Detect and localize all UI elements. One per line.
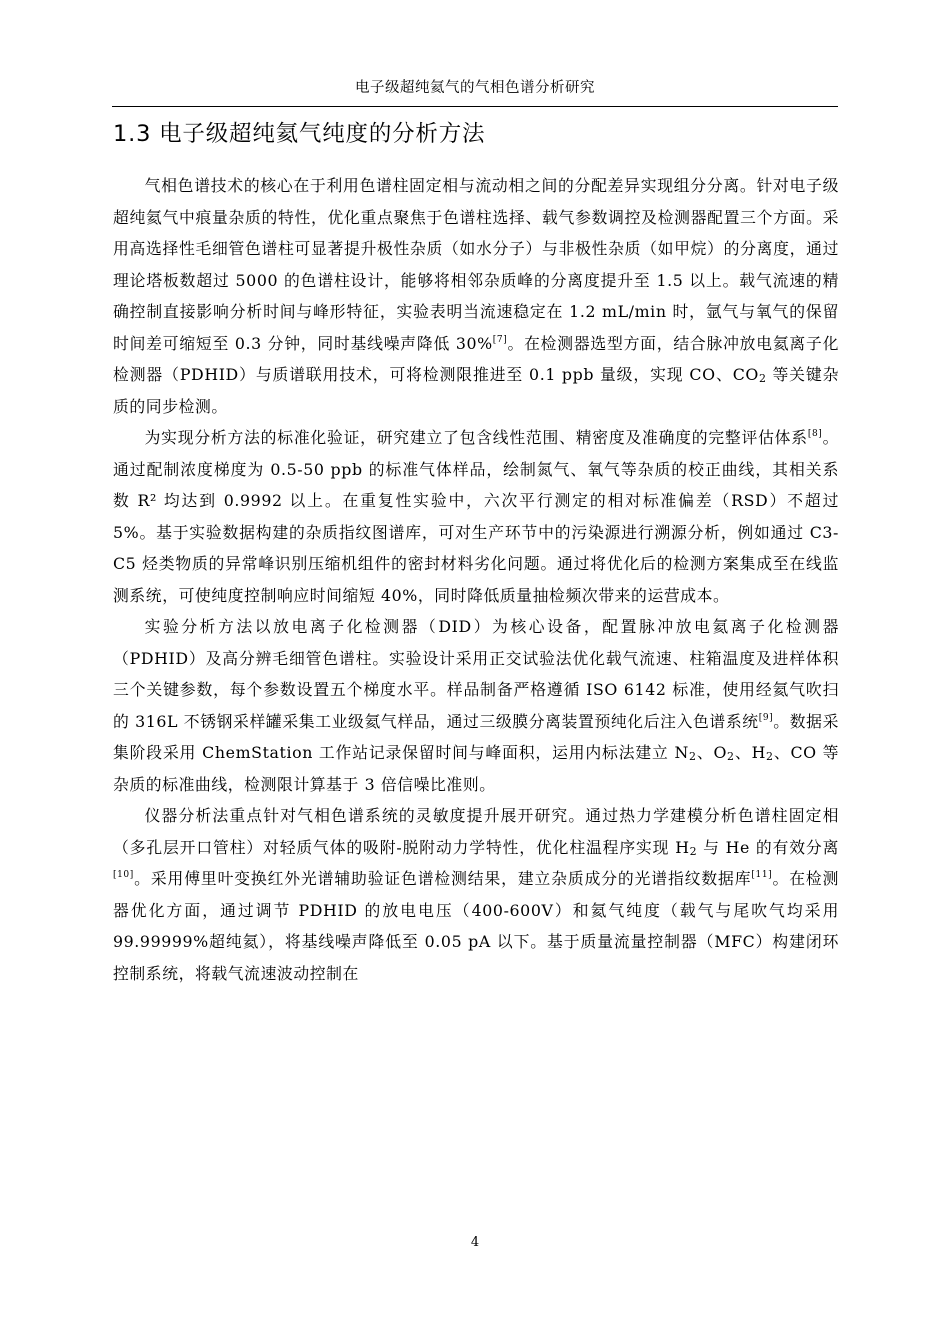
body-text — [113, 170, 839, 989]
citation: [9] — [758, 712, 774, 723]
text-run: 、H — [734, 743, 766, 762]
text-run: 、O — [696, 743, 728, 762]
section-title: 1.3 电子级超纯氦气纯度的分析方法 — [113, 121, 486, 147]
paragraph-2 — [113, 422, 839, 611]
header-rule — [112, 106, 838, 107]
citation: [8] — [807, 429, 823, 439]
paragraph-3 — [113, 611, 839, 800]
subscript: 2 — [688, 750, 697, 763]
page-number: 4 — [470, 1235, 480, 1250]
paragraph-4 — [113, 800, 839, 989]
text-run: 。采用傅里叶变换红外光谱辅助验证色谱检测结果，建立杂质成分的光谱指纹数据库 — [133, 869, 752, 888]
citation: [7] — [492, 334, 508, 345]
citation: [11] — [751, 870, 773, 880]
subscript: 2 — [765, 750, 774, 763]
text-run: 为实现分析方法的标准化验证，研究建立了包含线性范围、精密度及准确度的完整评估体系 — [144, 428, 808, 447]
citation: [10] — [113, 870, 134, 880]
text-run: 。通过配制浓度梯度为 0.5-50 ppb 的标准气体样品，绘制氮气、氧气等杂质的校正曲线，其相关系数 R² 均达到 0.9992 以上。在重复性实验中，六次平行测定的相对标准偏差（RSD）不超过 5%。基于实验数据构建的杂质指纹图谱库，可对生产环节中的污染源进行溯源分析，例如通过 C3-C5 烃类物质的异常峰识别压缩机组件的密封材料劣化问题。通过将优化后的检测方案集成至在线监测系统，可使纯度控制响应时间缩短 40%，同时降低质量抽检频次带来的运营成本。 — [113, 428, 839, 605]
subscript: 2 — [727, 750, 735, 763]
text-run: 、CO 等杂质的标准曲线，检测限计算基于 3 倍信噪比准则。 — [113, 743, 839, 794]
text-run: 实验分析方法以放电离子化检测器（DID）为核心设备，配置脉冲放电氦离子化检测器（PDHID）及高分辨毛细管色谱柱。实验设计采用正交试验法优化载气流速、柱箱温度及进样体积三个关键参数，每个参数设置五个梯度水平。样品制备严格遵循 ISO 6142 标准，使用经氦气吹扫的 316L 不锈钢采样罐采集工业级氦气样品，通过三级膜分离装置预纯化后注入色谱系统 — [113, 617, 839, 731]
subscript: 2 — [758, 372, 767, 385]
text-run: 与 He 的有效分离 — [697, 837, 839, 857]
text-run: 。在检测器优化方面，通过调节 PDHID 的放电电压（400-600V）和氦气纯度（载气与尾吹气均采用 99.99999%超纯氦），将基线噪声降低至 0.05 pA 以下。基于质量流量控制器（MFC）构建闭环控制系统，将载气流速波动控制在 — [113, 869, 839, 983]
text-run: 。在检测器选型方面，结合脉冲放电氦离子化检测器（PDHID）与质谱联用技术，可将检测限推进至 0.1 ppb 量级，实现 CO、CO — [113, 333, 839, 384]
running-header: 电子级超纯氦气的气相色谱分析研究 — [355, 80, 595, 96]
subscript: 2 — [689, 844, 698, 858]
text-run: 。数据采集阶段采用 ChemStation 工作站记录保留时间与峰面积，运用内标法建立 N — [113, 711, 839, 762]
text-run: 仪器分析法重点针对气相色谱系统的灵敏度提升展开研究。通过热力学建模分析色谱柱固定相（多孔层开口管柱）对轻质气体的吸附-脱附动力学特性，优化柱温程序实现 H — [113, 806, 839, 857]
text-run: 气相色谱技术的核心在于利用色谱柱固定相与流动相之间的分配差异实现组分分离。针对电子级超纯氦气中痕量杂质的特性，优化重点聚焦于色谱柱选择、载气参数调控及检测器配置三个方面。采用高选择性毛细管色谱柱可显著提升极性杂质（如水分子）与非极性杂质（如甲烷）的分离度，通过理论塔板数超过 5000 的色谱柱设计，能够将相邻杂质峰的分离度提升至 1.5 以上。载气流速的精确控制直接影响分析时间与峰形特征，实验表明当流速稳定在 1.2 mL/min 时，氩气与氧气的保留时间差可缩短至 0.3 分钟，同时基线噪声降低 30% — [113, 176, 839, 353]
text-run: 等关键杂质的同步检测。 — [113, 365, 839, 416]
paragraph-1 — [113, 170, 839, 422]
